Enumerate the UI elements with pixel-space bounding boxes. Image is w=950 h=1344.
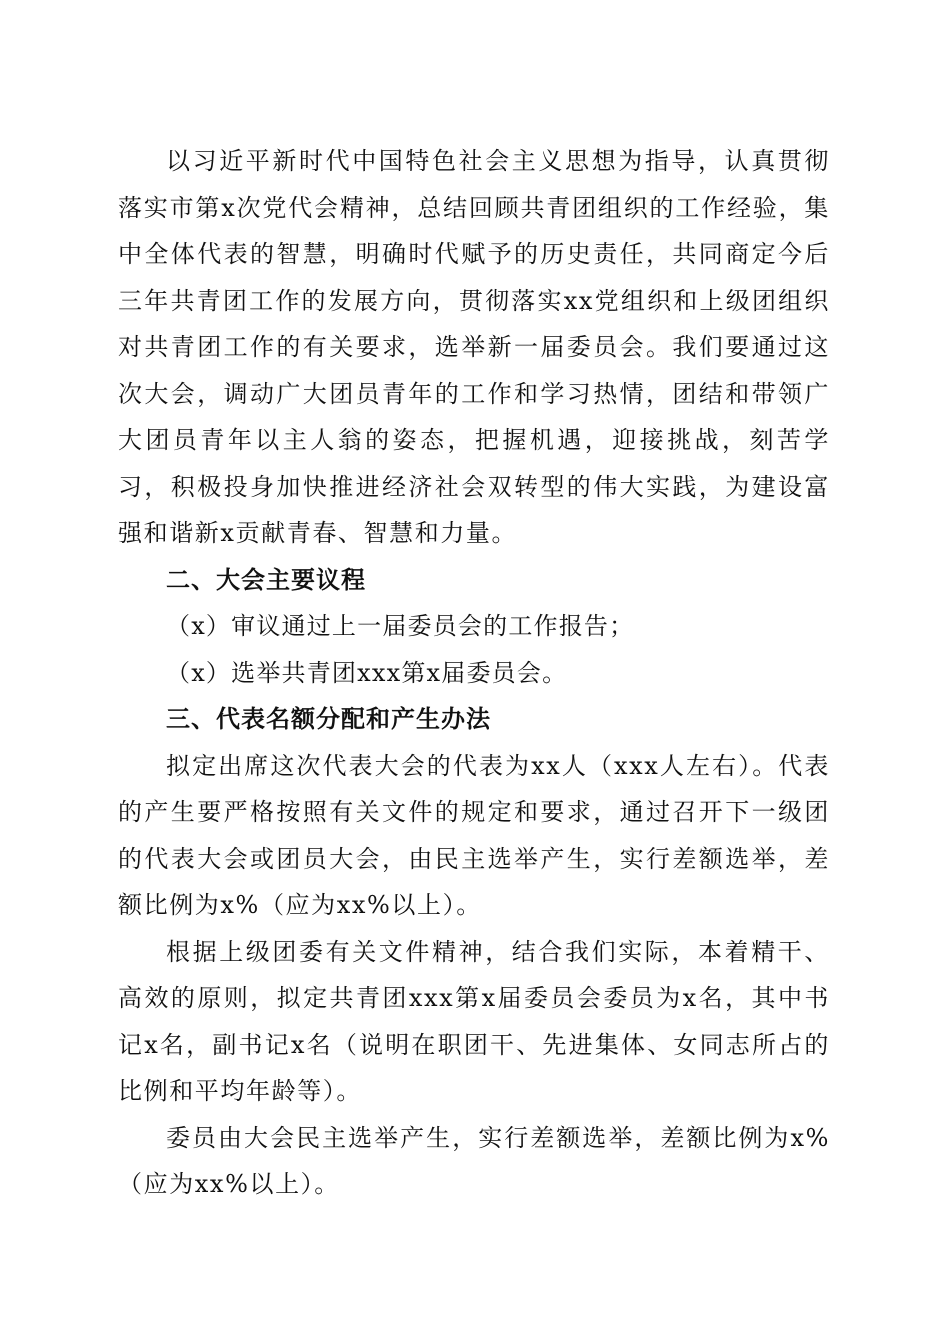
document-page	[118, 138, 830, 1208]
section-heading-agenda: 二、大会主要议程	[166, 565, 366, 594]
committee-paragraph: 根据上级团委有关文件精神，结合我们实际，本着精干、高效的原则，拟定共青团xxx第x届委员会委员为x名，其中书记x名，副书记x名（说明在职团干、先进集体、女同志所占的比例和平均年龄等）。	[118, 937, 830, 1105]
section-heading-delegates: 三、代表名额分配和产生办法	[166, 705, 491, 733]
agenda-item: （x）审议通过上一届委员会的工作报告；	[166, 612, 635, 640]
intro-paragraph: 以习近平新时代中国特色社会主义思想为指导，认真贯彻落实市第x次党代会精神，总结回顾共青团组织的工作经验，集中全体代表的智慧，明确时代赋予的历史责任，共同商定今后三年共青团工作的发展方向，贯彻落实xx党组织和上级团组织对共青团工作的有关要求，选举新一届委员会。我们要通过这次大会，调动广大团员青年的工作和学习热情，团结和带领广大团员青年以主人翁的姿态，把握机遇，迎接挑战，刻苦学习，积极投身加快推进经济社会双转型的伟大实践，为建设富强和谐新x贡献青春、智慧和力量。	[118, 147, 830, 547]
election-paragraph: 委员由大会民主选举产生，实行差额选举，差额比例为x%（应为xx%以上）。	[118, 1123, 830, 1198]
delegates-paragraph: 拟定出席这次代表大会的代表为xx人（xxx人左右）。代表的产生要严格按照有关文件的规定和要求，通过召开下一级团的代表大会或团员大会，由民主选举产生，实行差额选举，差额比例为x%（应为xx%以上）。	[118, 751, 830, 919]
agenda-item: （x）选举共青团xxx第x届委员会。	[166, 658, 568, 687]
